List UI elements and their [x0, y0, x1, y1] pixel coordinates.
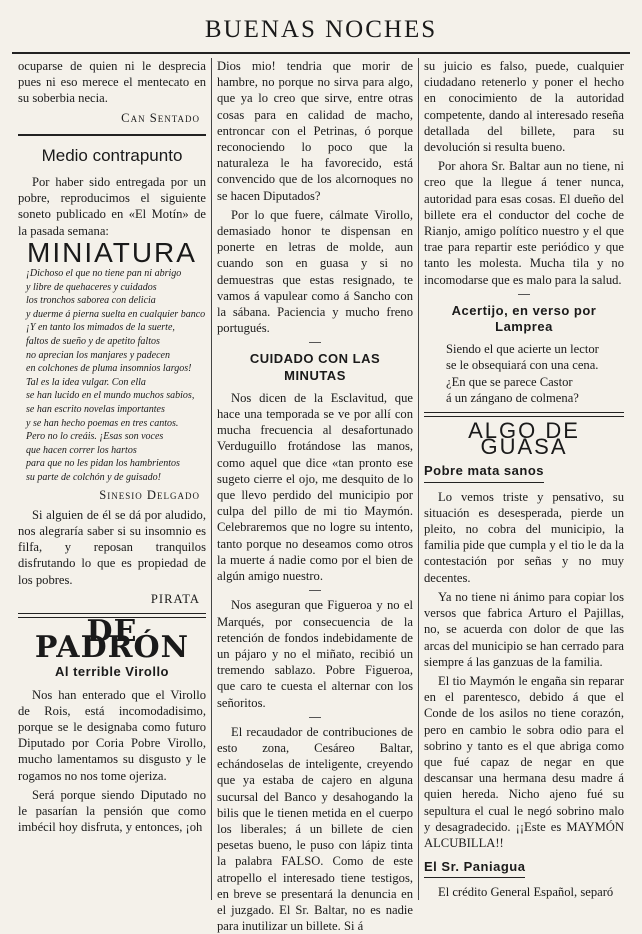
paragraph: Por ahora Sr. Baltar aun no tiene, ni creo que la llegue á tener nunca, autoridad para esas cosas. El dueño del billete era el conductor del coche de Rianjo, amigo político nuestro y el que trae para repartir este periódico y que tanto les molesta. Mucha tila y no incomodarse que es malo para la salud.	[424, 159, 624, 287]
poem-line: se han escrito novelas importantes	[26, 403, 165, 415]
poem-line: Tal es la idea vulgar. Con ella	[26, 376, 146, 388]
poem-line: y libre de quehaceres y cuidados	[26, 281, 157, 293]
poem-line: para que no les pidan los hambrientos	[26, 458, 180, 470]
article-subtitle-text: El Sr. Paniagua	[424, 859, 525, 878]
paragraph: Ya no tiene ni ánimo para copiar los versos que fabrica Arturo el Pajillas, no, se acuerda con dolor de que las arcas del municipio se han cerrado para siempre á las ganzuas de la familia.	[424, 589, 624, 669]
poem-signature: Sinesio Delgado	[99, 487, 200, 502]
masthead	[12, 12, 630, 54]
paragraph: Dios mio! tendria que morir de hambre, no porque no sirva para algo, que ya lo creo que sirve, entre otras cosas para en calidad de macho, entroncar con el Petrinas, ó porque reconociendo lo poco que la naturaleza le ha favorecido, está convencido que de los alcornoques no se hacen Diputados?	[217, 59, 413, 203]
article-heading: Acertijo, en verso por Lamprea	[451, 302, 597, 335]
poem-line: y duerme á pierna suelta en cualquier banco	[26, 308, 206, 320]
verse-line: á un zángano de colmena?	[446, 390, 579, 405]
paragraph: Por haber sido entregada por un pobre, reproducimos el siguiente soneto publicado en «El Motín» de la pasada semana:	[18, 175, 206, 238]
article-heading: Medio contrapunto	[41, 145, 183, 165]
poem-line: que hacen correr los hartos	[26, 444, 137, 456]
riddle-verse	[446, 341, 624, 406]
newspaper-title: BUENAS NOCHES	[204, 16, 438, 43]
paragraph: Nos dicen de la Esclavitud, que hace una temporada se ve por allí con mucha frecuencia al desafortunado Verduguillo frotándose las manos, como aquel que dice «tan pronto ese sugeto cierre el ojo, me desquito de lo que llevo perdido del municipio por culpa del pillo de mi tio Maymón. Celebraremos que no logre su intento, tanto porque no deseamos como otros la muerte á nadie como por el bien de algún amigo nuestro.	[217, 390, 413, 584]
paragraph: Por lo que fuere, cálmate Virollo, demasiado honor te dispensan en ponerte en letras de molde, aun cuando son en guasa y si no demuestras que estas resignado, te vamos á vapulear como á Sancho con la sábana. Paciencia y mucho freno portugués.	[217, 207, 413, 336]
verse-line: se le obsequiará con una cena.	[446, 358, 599, 373]
section-title: ALGO DE GUASA	[468, 418, 580, 460]
section-rule	[424, 412, 624, 417]
poem	[26, 267, 206, 485]
paragraph: El crédito General Español, separó	[438, 885, 614, 900]
poem-line: ¡Y en tanto los mimados de la suerte,	[26, 322, 175, 334]
paragraph: Lo vemos triste y pensativo, su situación es desesperada, pierde un pleito, no cobra del municipio, la familia pide que cumpla y el tio le da la contestación por señas y no muy decentes.	[424, 489, 624, 585]
column-divider	[211, 58, 212, 900]
poem-title: MINIATURA	[27, 236, 197, 268]
poem-line: no aprecian los manjares y padecen	[26, 349, 170, 361]
poem-line: y se han hecho poemas en tres cantos.	[26, 417, 179, 429]
separator	[309, 590, 321, 591]
poem-line: Pero no lo creáis. ¡Esas son voces	[26, 431, 164, 443]
poem-line: se han lucido en el mundo muchos sabios,	[26, 390, 195, 402]
column-divider	[418, 58, 419, 900]
intro-text: ocuparse de quien ni le desprecia pues ni eso merece el mentecato en su soberbia necia.	[18, 59, 206, 106]
article-subtitle-text: Pobre mata sanos	[424, 463, 544, 482]
column-1	[18, 58, 206, 902]
paragraph: Si alguien de él se dá por aludido, nos alegraría saber si su insomnio es filfa, y reposan tranquilos disfrutando lo que es propiedad de los pobres.	[18, 507, 206, 587]
column-2	[217, 58, 413, 934]
article-subtitle: Al terrible Virollo	[54, 664, 169, 680]
verse-line: ¿En que se parece Castor	[446, 374, 573, 389]
paragraph: Nos aseguran que Figueroa y no el Marqués, por consecuencia de la retención de fondos indebidamente de un pájaro y no el miñato, recibió un tremendo sablazo. Pobre Figueroa, que caro te cuesta el alternar con los señoritos.	[217, 598, 413, 710]
article-subtitle	[424, 859, 624, 878]
paragraph: Nos han enterado que el Virollo de Rois, está incomodadisimo, porque se le designaba como futuro Diputado por Coria Pobre Virollo, mucho lamentamos su disgusto y le rogamos no nos tome ojeriza.	[18, 687, 206, 783]
section-rule	[18, 134, 206, 136]
article-signature: PIRATA	[150, 591, 200, 606]
section-title: DE PADRÓN	[34, 613, 190, 666]
paragraph: Será porque siendo Diputado no le pasarían la pensión que como imbécil hoy disfruta, y entonces, ¡oh	[18, 787, 206, 835]
paragraph: El recaudador de contribuciones de esto zona, Cesáreo Baltar, echándoselas de inteligente, creyendo que ya estaba de cajero en alguna sucursal del Banco y desahogando la bilis que le tienen metida en el cuerpo los liberales; á un billete de cien pesetas bueno, le puso con lápiz tinta la palabra FALSO. Como de este atropello el interesado tiene testigos, en breve se presentará la denuncia en el juzgado. El Sr. Baltar, no es nadie para inutilizar un billete. Si á	[217, 724, 413, 934]
verse-line: Siendo el que acierte un lector	[446, 342, 599, 357]
separator	[309, 717, 321, 718]
intro-signature: Can Sentado	[121, 110, 200, 125]
article-subtitle	[424, 463, 624, 482]
separator	[309, 342, 321, 343]
separator	[518, 294, 530, 295]
article-heading: CUIDADO CON LAS MINUTAS	[249, 351, 381, 383]
poem-line: los tronchos saborea con delicia	[26, 295, 156, 307]
poem-line: ¡Dichoso el que no tiene pan ni abrigo	[26, 268, 182, 280]
paragraph: El tio Maymón le engaña sin reparar en el parentesco, debido á que el Conde de los asilos no tiene corazón, pero en cambio le sobra odio para el sobrino y tanto es el que abriga como que fué capaz de negar en que descansar una hermana desu madre á quien hereda. Nicho ajeno fué su sepultura el cual le negó sobrino malo y desagradecido. ¡¡Este es MAYMÓN ALCUBILLA!!	[424, 673, 624, 850]
poem-line: faltos de sueño y de apetito faltos	[26, 336, 160, 347]
column-3	[424, 58, 624, 902]
paragraph: su juicio es falso, puede, cualquier ciudadano retenerlo y poner el hecho en conocimiento de la autoridad competente, dando al interesado reseña detallada del billete, para su devolución si resulta bueno.	[424, 59, 624, 155]
poem-line: en colchones de pluma insomnios largos!	[26, 363, 192, 375]
poem-line: su parte de colchón y de guisado!	[26, 471, 161, 483]
